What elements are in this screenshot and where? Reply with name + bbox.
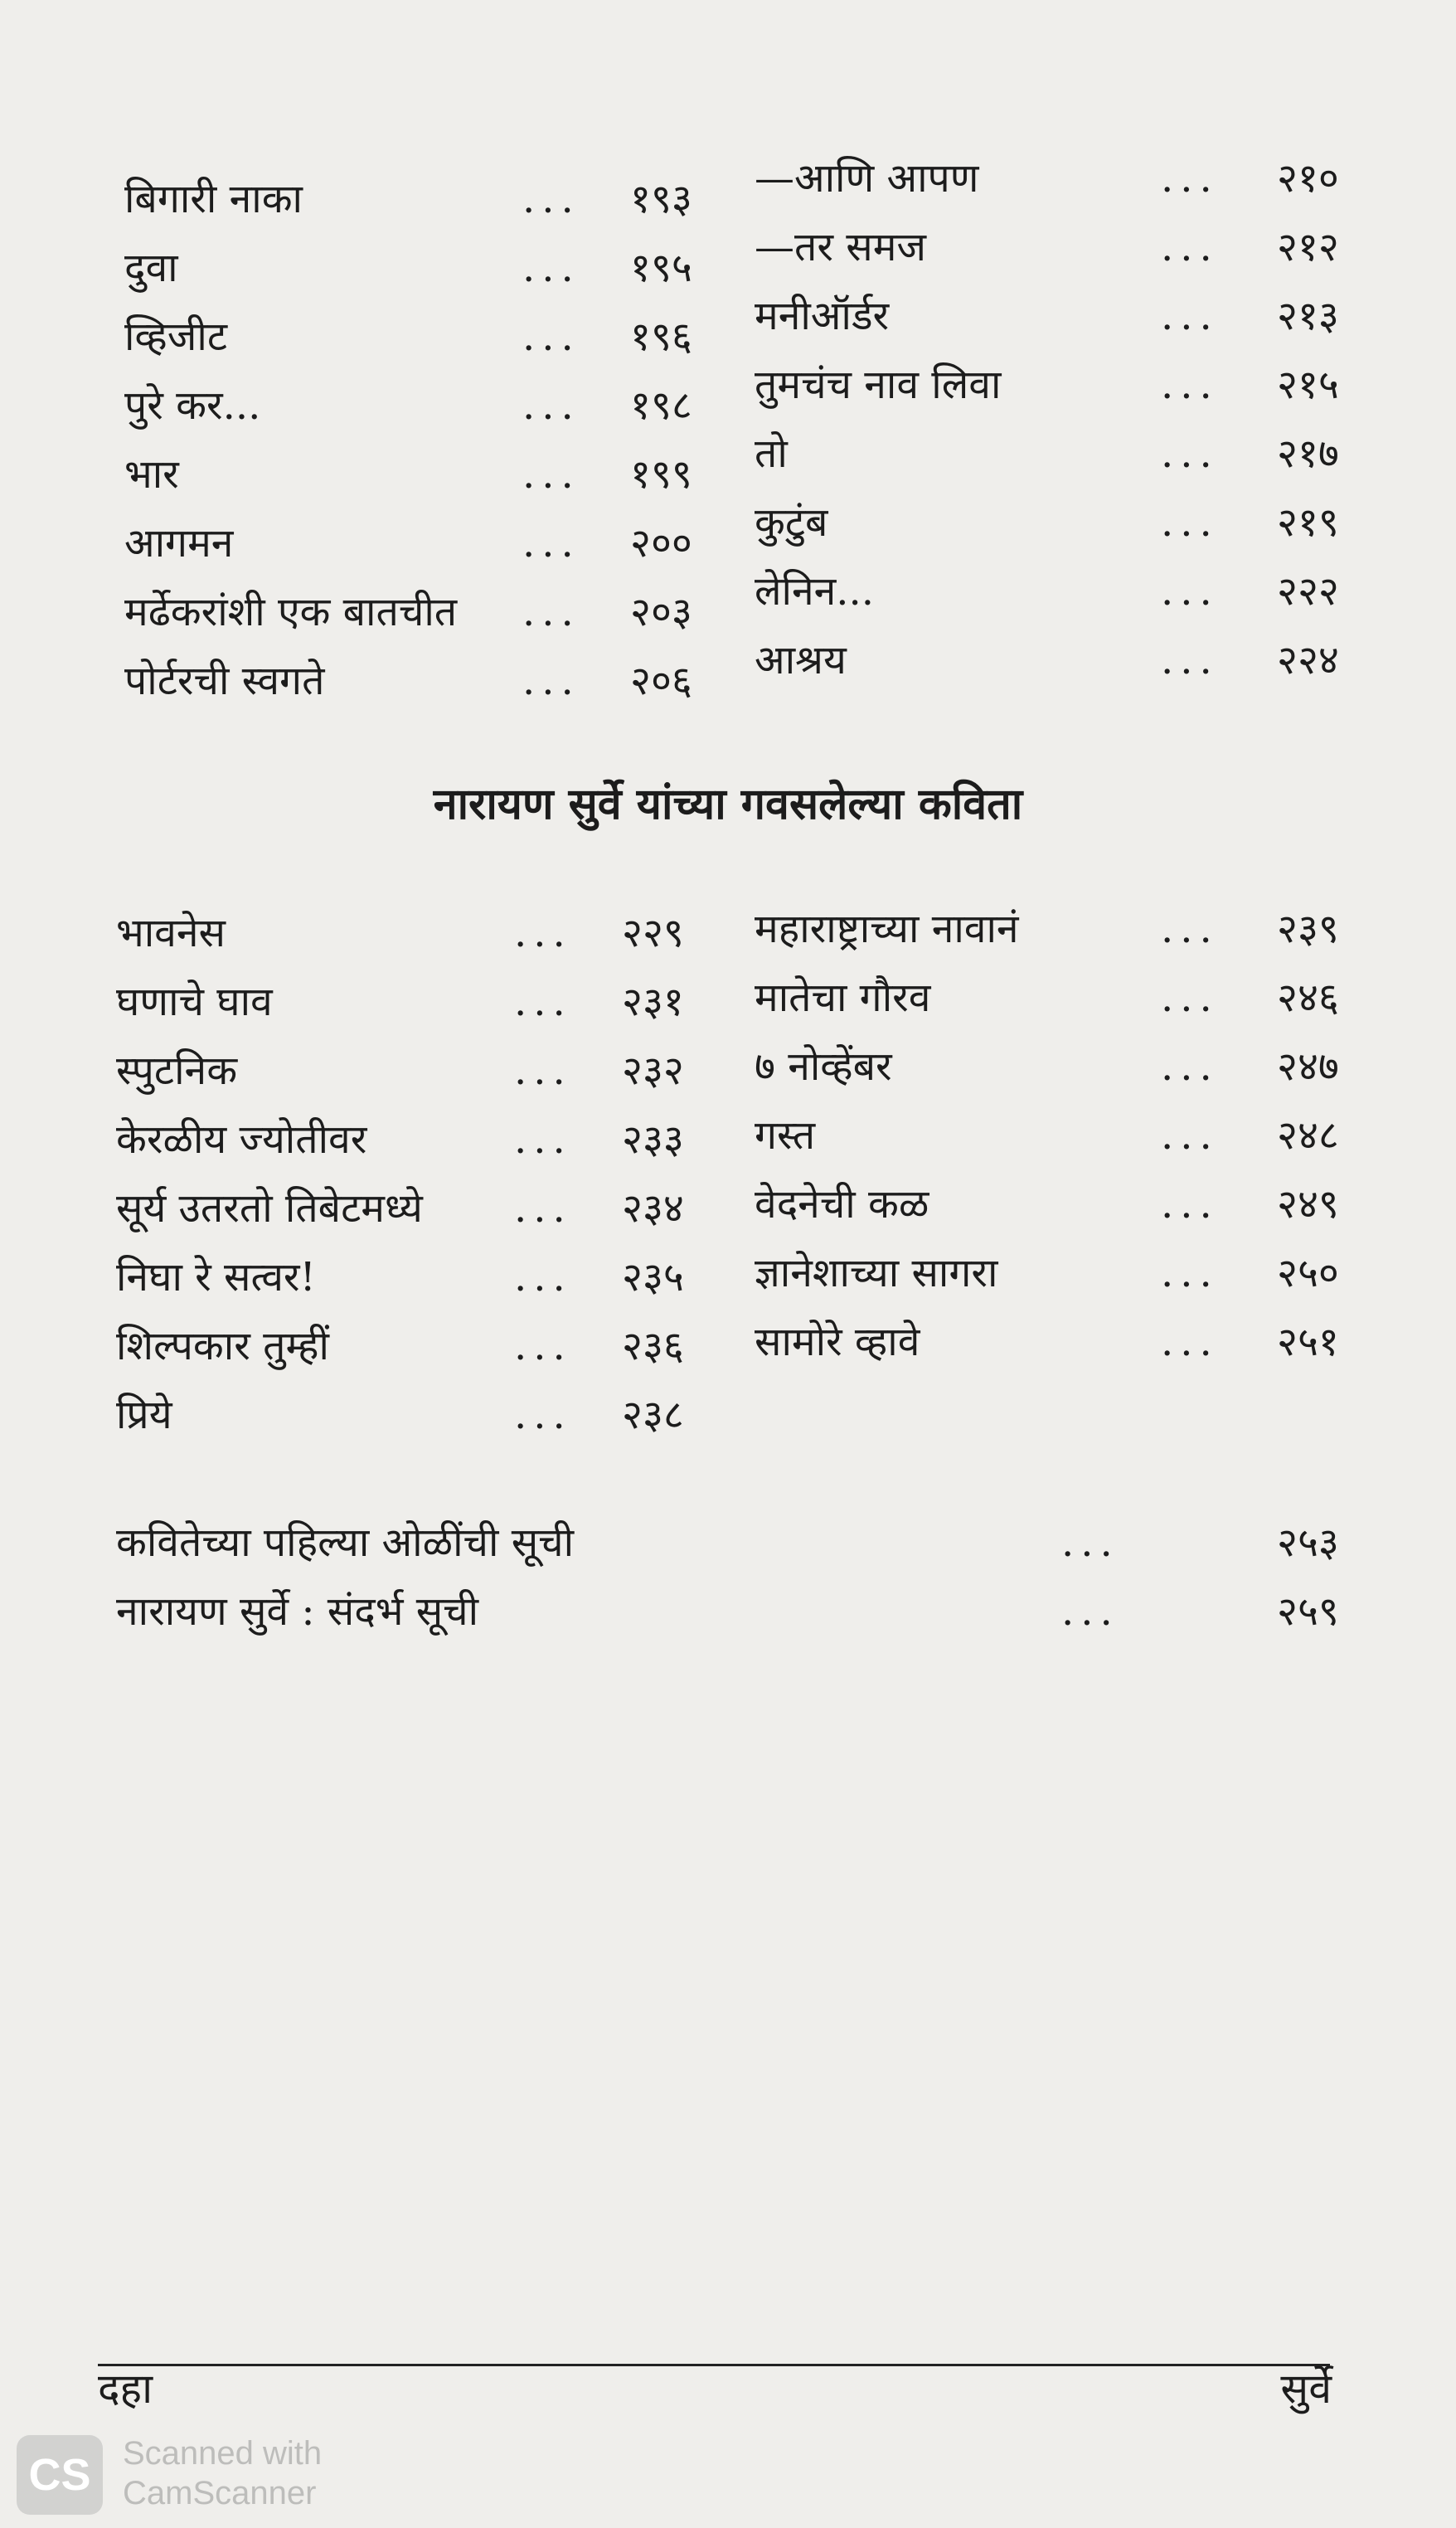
entry-title: सूर्य उतरतो तिबेटमध्ये bbox=[116, 1185, 423, 1232]
entry-dots: ... bbox=[1161, 1112, 1219, 1159]
entry-dots: ... bbox=[1161, 1319, 1219, 1365]
entry-dots: ... bbox=[1161, 906, 1219, 952]
entry-dots: ... bbox=[1161, 1181, 1219, 1228]
entry-title: महाराष्ट्राच्या नावानं bbox=[755, 906, 1019, 952]
entry-dots: ... bbox=[522, 589, 580, 635]
entry-page: २५० bbox=[1277, 1250, 1339, 1296]
entry-title: —आणि आपण bbox=[755, 155, 979, 202]
entry-dots: ... bbox=[514, 1323, 572, 1369]
entry-page: २३८ bbox=[622, 1392, 684, 1438]
watermark-line: Scanned with bbox=[123, 2435, 323, 2472]
entry-page: १९६ bbox=[630, 314, 692, 360]
entry-page: २१५ bbox=[1277, 362, 1339, 408]
entry-title: कवितेच्या पहिल्या ओळींची सूची bbox=[116, 1519, 575, 1566]
footer-rule bbox=[98, 2364, 1330, 2366]
entry-title: तुमचंच नाव लिवा bbox=[755, 362, 1002, 408]
entry-page: २३४ bbox=[622, 1185, 684, 1232]
entry-title: ज्ञानेशाच्या सागरा bbox=[755, 1250, 998, 1296]
entry-page: २३५ bbox=[622, 1254, 684, 1300]
entry-dots: ... bbox=[1161, 362, 1219, 408]
entry-page: २५३ bbox=[1277, 1519, 1339, 1566]
entry-page: २३२ bbox=[622, 1048, 684, 1094]
entry-page: २१० bbox=[1277, 155, 1339, 202]
entry-page: २४६ bbox=[1277, 975, 1339, 1021]
entry-page: २१९ bbox=[1277, 499, 1339, 546]
entry-title: भावनेस bbox=[116, 910, 226, 956]
page-number: दहा bbox=[98, 2365, 153, 2413]
entry-dots: ... bbox=[514, 1392, 572, 1438]
watermark-line: CamScanner bbox=[123, 2475, 317, 2511]
entry-page: २०३ bbox=[630, 589, 692, 635]
entry-dots: ... bbox=[1161, 155, 1219, 202]
entry-dots: ... bbox=[522, 520, 580, 566]
entry-title: निघा रे सत्वर! bbox=[116, 1254, 316, 1300]
entry-dots: ... bbox=[514, 1185, 572, 1232]
camscanner-watermark bbox=[123, 2433, 322, 2513]
entry-page: २०६ bbox=[630, 658, 692, 704]
entry-page: २३६ bbox=[622, 1323, 684, 1369]
entry-page: २२४ bbox=[1277, 637, 1339, 683]
entry-title: प्रिये bbox=[116, 1392, 172, 1438]
entry-title: सामोरे व्हावे bbox=[755, 1319, 920, 1365]
entry-title: घणाचे घाव bbox=[116, 979, 273, 1025]
entry-title: ७ नोव्हेंबर bbox=[755, 1043, 892, 1090]
entry-page: २४९ bbox=[1277, 1181, 1339, 1228]
entry-page: १९९ bbox=[630, 451, 692, 498]
entry-title: पोर्टरची स्वगते bbox=[124, 658, 325, 704]
entry-title: गस्त bbox=[755, 1112, 816, 1159]
entry-page: २५९ bbox=[1277, 1588, 1339, 1635]
entry-dots: ... bbox=[1161, 975, 1219, 1021]
entry-title: मातेचा गौरव bbox=[755, 975, 931, 1021]
entry-dots: ... bbox=[1161, 568, 1219, 615]
entry-title: मर्ढेकरांशी एक बातचीत bbox=[124, 589, 458, 635]
entry-page: २३३ bbox=[622, 1116, 684, 1163]
entry-page: २५१ bbox=[1277, 1319, 1339, 1365]
entry-title: दुवा bbox=[124, 245, 178, 291]
entry-dots: ... bbox=[1161, 1043, 1219, 1090]
entry-title: व्हिजीट bbox=[124, 314, 228, 360]
entry-dots: ... bbox=[514, 1254, 572, 1300]
entry-dots: ... bbox=[514, 910, 572, 956]
entry-page: १९५ bbox=[630, 245, 692, 291]
entry-dots: ... bbox=[1161, 430, 1219, 477]
entry-title: पुरे कर... bbox=[124, 382, 261, 429]
entry-dots: ... bbox=[514, 1048, 572, 1094]
entry-page: २०० bbox=[630, 520, 692, 566]
entry-page: २२२ bbox=[1277, 568, 1339, 615]
entry-page: २१२ bbox=[1277, 224, 1339, 270]
camscanner-logo: CS bbox=[17, 2435, 103, 2515]
entry-dots: ... bbox=[1161, 637, 1219, 683]
entry-page: २३१ bbox=[622, 979, 684, 1025]
entry-title: स्पुटनिक bbox=[116, 1048, 238, 1094]
entry-title: बिगारी नाका bbox=[124, 176, 303, 222]
entry-dots: ... bbox=[1161, 293, 1219, 339]
entry-dots: ... bbox=[514, 979, 572, 1025]
entry-dots: ... bbox=[514, 1116, 572, 1163]
entry-dots: ... bbox=[1061, 1588, 1119, 1635]
entry-title: शिल्पकार तुम्हीं bbox=[116, 1323, 329, 1369]
entry-page: २१३ bbox=[1277, 293, 1339, 339]
entry-title: भार bbox=[124, 451, 179, 498]
entry-title: आश्रय bbox=[755, 637, 847, 683]
entry-title: —तर समज bbox=[755, 224, 927, 270]
entry-title: आगमन bbox=[124, 520, 234, 566]
entry-dots: ... bbox=[522, 176, 580, 222]
entry-page: २३९ bbox=[1277, 906, 1339, 952]
entry-title: नारायण सुर्वे : संदर्भ सूची bbox=[116, 1588, 479, 1635]
entry-dots: ... bbox=[522, 658, 580, 704]
entry-dots: ... bbox=[1061, 1519, 1119, 1566]
entry-title: वेदनेची कळ bbox=[755, 1181, 929, 1228]
entry-title: मनीऑर्डर bbox=[755, 293, 890, 339]
entry-dots: ... bbox=[522, 245, 580, 291]
entry-dots: ... bbox=[1161, 224, 1219, 270]
entry-title: केरळीय ज्योतीवर bbox=[116, 1116, 367, 1163]
entry-page: २१७ bbox=[1277, 430, 1339, 477]
entry-title: तो bbox=[755, 430, 788, 477]
entry-page: २२९ bbox=[622, 910, 684, 956]
entry-page: २४७ bbox=[1277, 1043, 1339, 1090]
entry-page: २४८ bbox=[1277, 1112, 1339, 1159]
entry-page: १९८ bbox=[630, 382, 692, 429]
entry-dots: ... bbox=[522, 314, 580, 360]
running-title: सुर्वे bbox=[1280, 2365, 1332, 2413]
entry-title: लेनिन... bbox=[755, 568, 875, 615]
entry-title: कुटुंब bbox=[755, 499, 828, 546]
entry-dots: ... bbox=[1161, 1250, 1219, 1296]
entry-dots: ... bbox=[1161, 499, 1219, 546]
entry-page: १९३ bbox=[630, 176, 692, 222]
entry-dots: ... bbox=[522, 382, 580, 429]
section-heading: नारायण सुर्वे यांच्या गवसलेल्या कविता bbox=[433, 779, 1023, 829]
entry-dots: ... bbox=[522, 451, 580, 498]
